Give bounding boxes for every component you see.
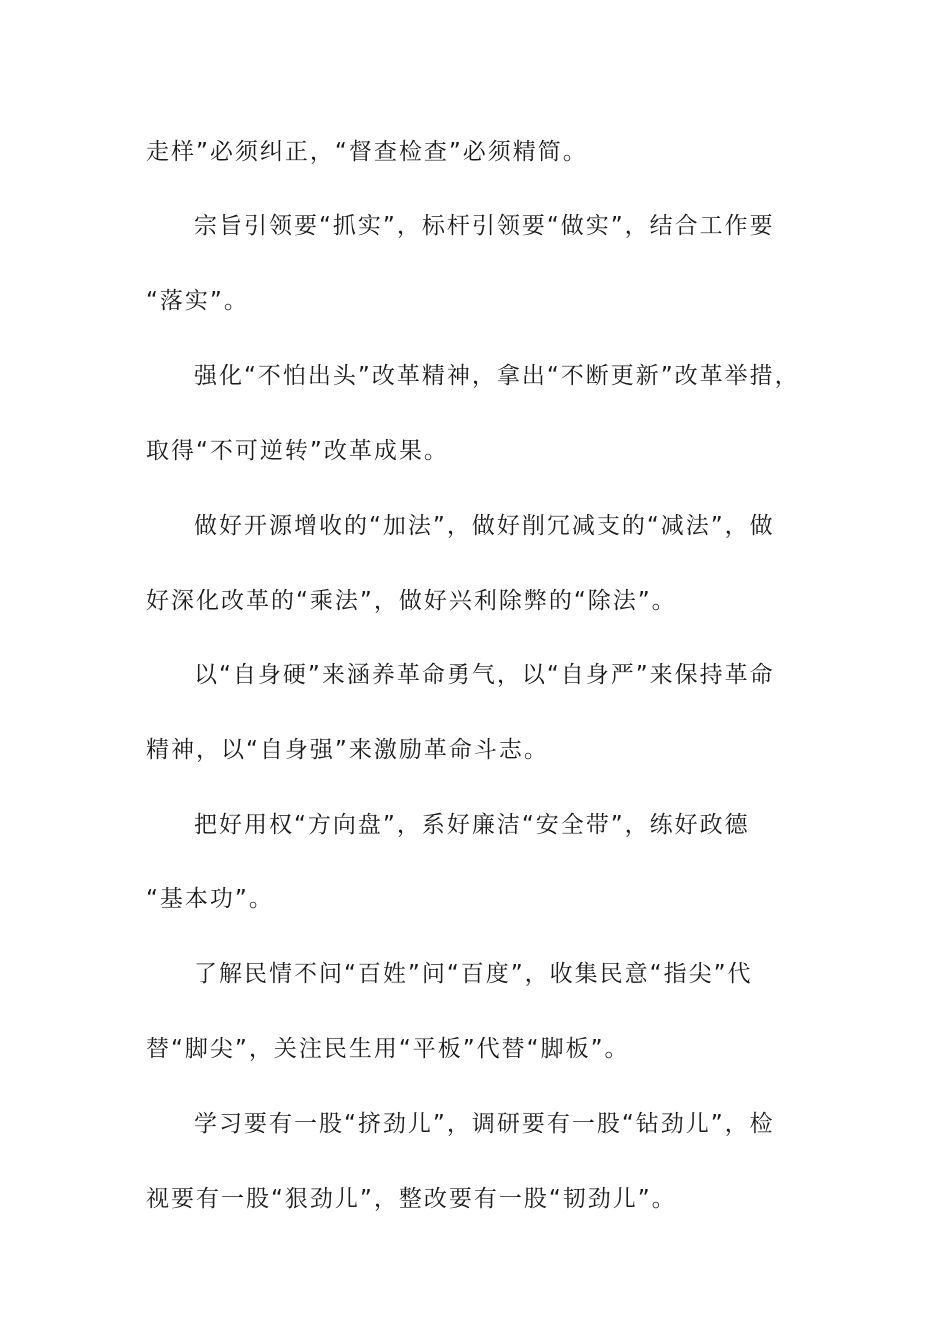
paragraph-5-line-2: “基本功”。 <box>146 886 274 912</box>
paragraph-7-line-2: 视要有一股“狠劲儿”，整改要有一股“韧劲儿”。 <box>146 1186 677 1212</box>
paragraph-2-line-2: 取得“不可逆转”改革成果。 <box>146 438 449 464</box>
paragraph-6-line-1: 了解民情不问“百姓”问“百度”，收集民意“指尖”代 <box>194 961 753 987</box>
paragraph-6-line-2: 替“脚尖”，关注民生用“平板”代替“脚板”。 <box>146 1036 630 1062</box>
paragraph-3-line-2: 好深化改革的“乘法”，做好兴利除弊的“除法”。 <box>146 588 677 614</box>
paragraph-4-line-1: 以“自身硬”来涵养革命勇气，以“自身严”来保持革命 <box>194 662 775 688</box>
paragraph-1-line-2: “落实”。 <box>146 288 249 314</box>
paragraph-4-line-2: 精神，以“自身强”来激励革命斗志。 <box>146 737 549 763</box>
paragraph-7-line-1: 学习要有一股“挤劲儿”，调研要有一股“钻劲儿”，检 <box>194 1111 775 1137</box>
paragraph-5-line-1: 把好用权“方向盘”，系好廉洁“安全带”，练好政德 <box>194 812 750 838</box>
paragraph-2-line-1: 强化“不怕出头”改革精神，拿出“不断更新”改革举措， <box>194 363 800 389</box>
paragraph-1-line-1: 宗旨引领要“抓实”，标杆引领要“做实”，结合工作要 <box>194 213 775 239</box>
paragraph-3-line-1: 做好开源增收的“加法”，做好削冗减支的“减法”，做 <box>194 513 775 539</box>
text-line-1: 走样”必须纠正，“督查检查”必须精简。 <box>146 139 588 165</box>
